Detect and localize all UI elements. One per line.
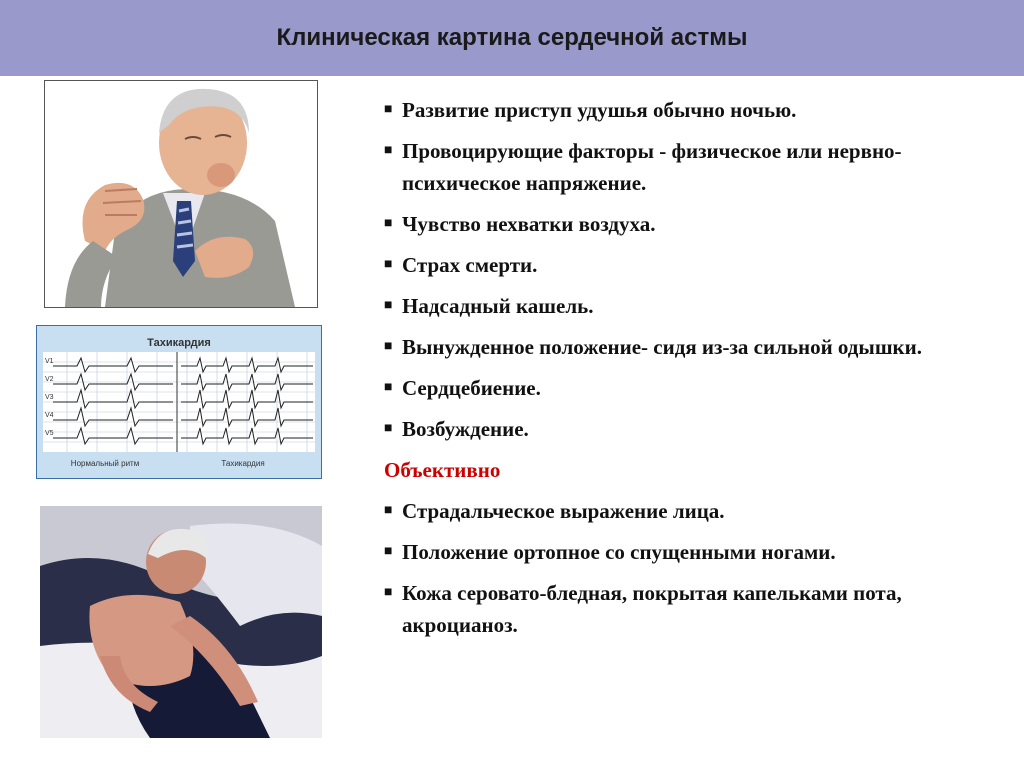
list-item: ■ Положение ортопное со спущенными ногами. <box>382 536 1018 568</box>
bullet-marker: ■ <box>384 339 393 354</box>
bullet-marker: ■ <box>384 544 393 559</box>
list-item: ■ Провоцирующие факторы - физическое или нервно-психическое напряжение. <box>382 135 1018 199</box>
bullet-marker: ■ <box>384 102 393 117</box>
ecg-label-normal: Нормальный ритм <box>70 459 140 468</box>
list-item: ■ Кожа серовато-бледная, покрытая капельками пота, акроцианоз. <box>382 577 1018 641</box>
ecg-label-tachy: Тахикардия <box>221 459 265 468</box>
list-item: ■ Возбуждение. <box>382 413 1018 445</box>
ecg-lead-label: V1 <box>45 358 54 365</box>
slide-title: Клиническая картина сердечной астмы <box>276 24 748 51</box>
list-item: ■ Страх смерти. <box>382 249 1018 281</box>
bullet-marker: ■ <box>384 380 393 395</box>
bullet-marker: ■ <box>384 421 393 436</box>
bullet-marker: ■ <box>384 257 393 272</box>
man-coughing-illustration <box>44 80 318 308</box>
bullet-marker: ■ <box>384 216 393 231</box>
objective-heading: Объективно <box>384 458 501 482</box>
list-item: ■ Чувство нехватки воздуха. <box>382 208 1018 240</box>
bullet-marker: ■ <box>384 298 393 313</box>
ecg-lead-label: V5 <box>45 430 54 437</box>
bullet-marker: ■ <box>384 143 393 158</box>
list-item: ■ Надсадный кашель. <box>382 290 1018 322</box>
bullet-marker: ■ <box>384 503 393 518</box>
list-item: ■ Страдальческое выражение лица. <box>382 495 1018 527</box>
patient-orthopnea-photo <box>40 506 322 738</box>
list-item: ■ Развитие приступ удушья обычно ночью. <box>382 94 1018 126</box>
ecg-lead-label: V2 <box>45 376 54 383</box>
symptom-list <box>382 94 1018 650</box>
ecg-lead-label: V4 <box>45 412 54 419</box>
bullet-marker: ■ <box>384 585 393 600</box>
ecg-tachycardia-panel <box>36 325 322 479</box>
ecg-lead-label: V3 <box>45 394 54 401</box>
list-item: ■ Сердцебиение. <box>382 372 1018 404</box>
ecg-title: Тахикардия <box>147 337 211 349</box>
list-item: ■ Вынужденное положение- сидя из-за сильной одышки. <box>382 331 1018 363</box>
title-bar <box>0 0 1024 76</box>
